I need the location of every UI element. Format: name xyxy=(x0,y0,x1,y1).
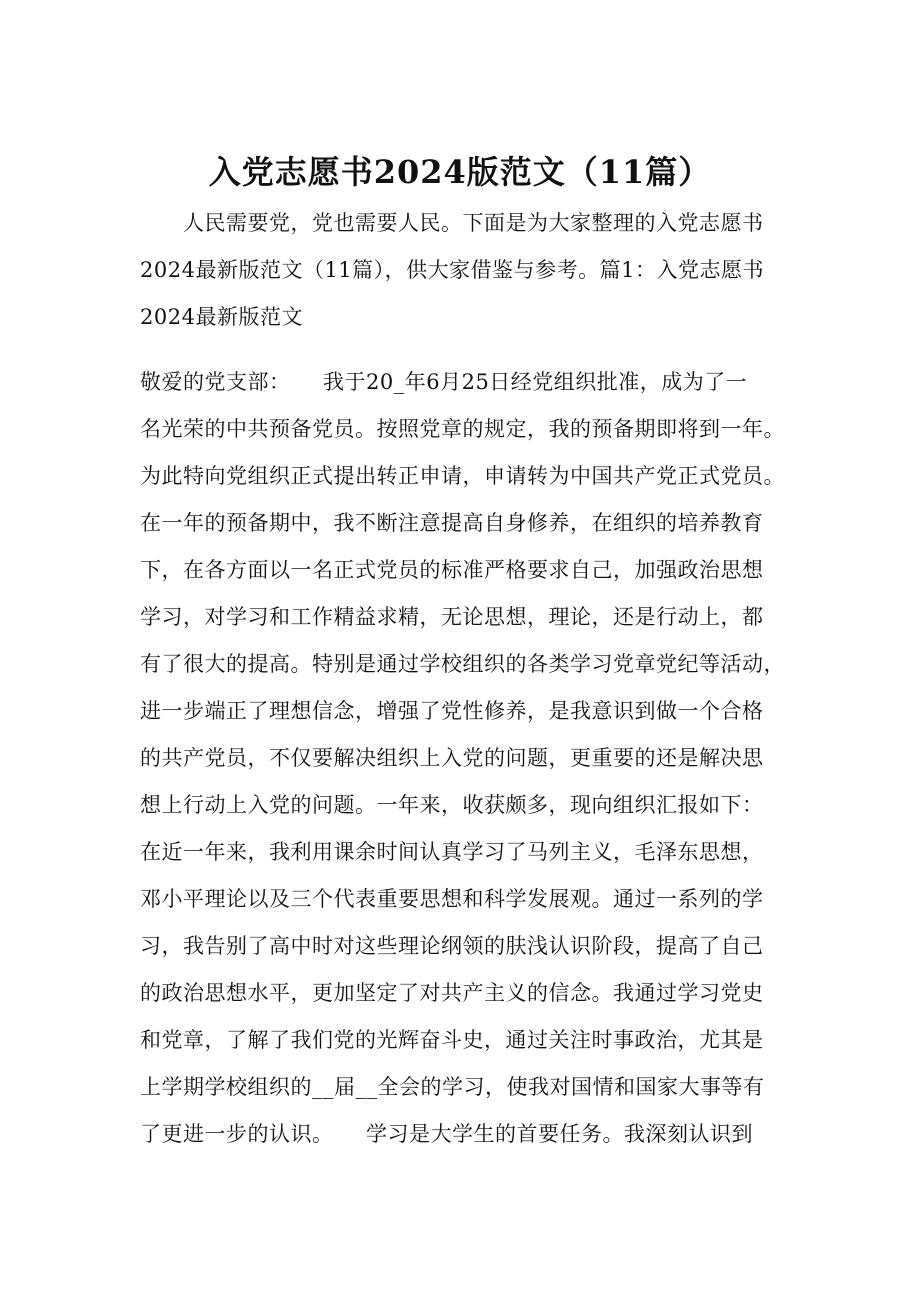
body-line: 进一步端正了理想信念，增强了党性修养，是我意识到做一个合格 xyxy=(140,699,764,723)
body-line: 上学期学校组织的__届__全会的学习，使我对国情和国家大事等有 xyxy=(140,1075,765,1099)
body-line: 下，在各方面以一名正式党员的标准严格要求自己，加强政治思想 xyxy=(140,558,764,582)
body-line: 和党章，了解了我们党的光辉奋斗史，通过关注时事政治，尤其是 xyxy=(140,1028,764,1052)
body-line: 在一年的预备期中，我不断注意提高自身修养，在组织的培养教育 xyxy=(140,511,764,535)
body-line: 为此特向党组织正式提出转正申请，申请转为中国共产党正式党员。 xyxy=(140,464,785,488)
body-line: 的政治思想水平，更加坚定了对共产主义的信念。我通过学习党史 xyxy=(140,981,764,1005)
body-line: 学习，对学习和工作精益求精，无论思想，理论，还是行动上，都 xyxy=(140,605,764,629)
body-line: 2024最新版范文（11篇），供大家借鉴与参考。篇1：入党志愿书 xyxy=(140,258,765,282)
body-line: 邓小平理论以及三个代表重要思想和科学发展观。通过一系列的学 xyxy=(140,887,764,911)
body-line: 2024最新版范文 xyxy=(140,305,303,329)
body-line: 了更进一步的认识。 学习是大学生的首要任务。我深刻认识到 xyxy=(140,1122,753,1146)
body-line: 有了很大的提高。特别是通过学校组织的各类学习党章党纪等活动， xyxy=(140,652,785,676)
body-line: 的共产党员，不仅要解决组织上入党的问题，更重要的还是解决思 xyxy=(140,746,764,770)
document-title: 入党志愿书2024版范文（11篇） xyxy=(208,153,712,191)
body-line: 习，我告别了高中时对这些理论纲领的肤浅认识阶段，提高了自己 xyxy=(140,934,764,958)
body-line: 人民需要党，党也需要人民。下面是为大家整理的入党志愿书 xyxy=(140,211,764,235)
body-line: 名光荣的中共预备党员。按照党章的规定，我的预备期即将到一年。 xyxy=(140,417,785,441)
body-line: 敬爱的党支部： 我于20_年6月25日经党组织批准，成为了一 xyxy=(140,370,748,394)
body-line: 在近一年来，我利用课余时间认真学习了马列主义，毛泽东思想， xyxy=(140,840,764,864)
body-line: 想上行动上入党的问题。一年来，收获颇多，现向组织汇报如下： xyxy=(140,793,764,817)
